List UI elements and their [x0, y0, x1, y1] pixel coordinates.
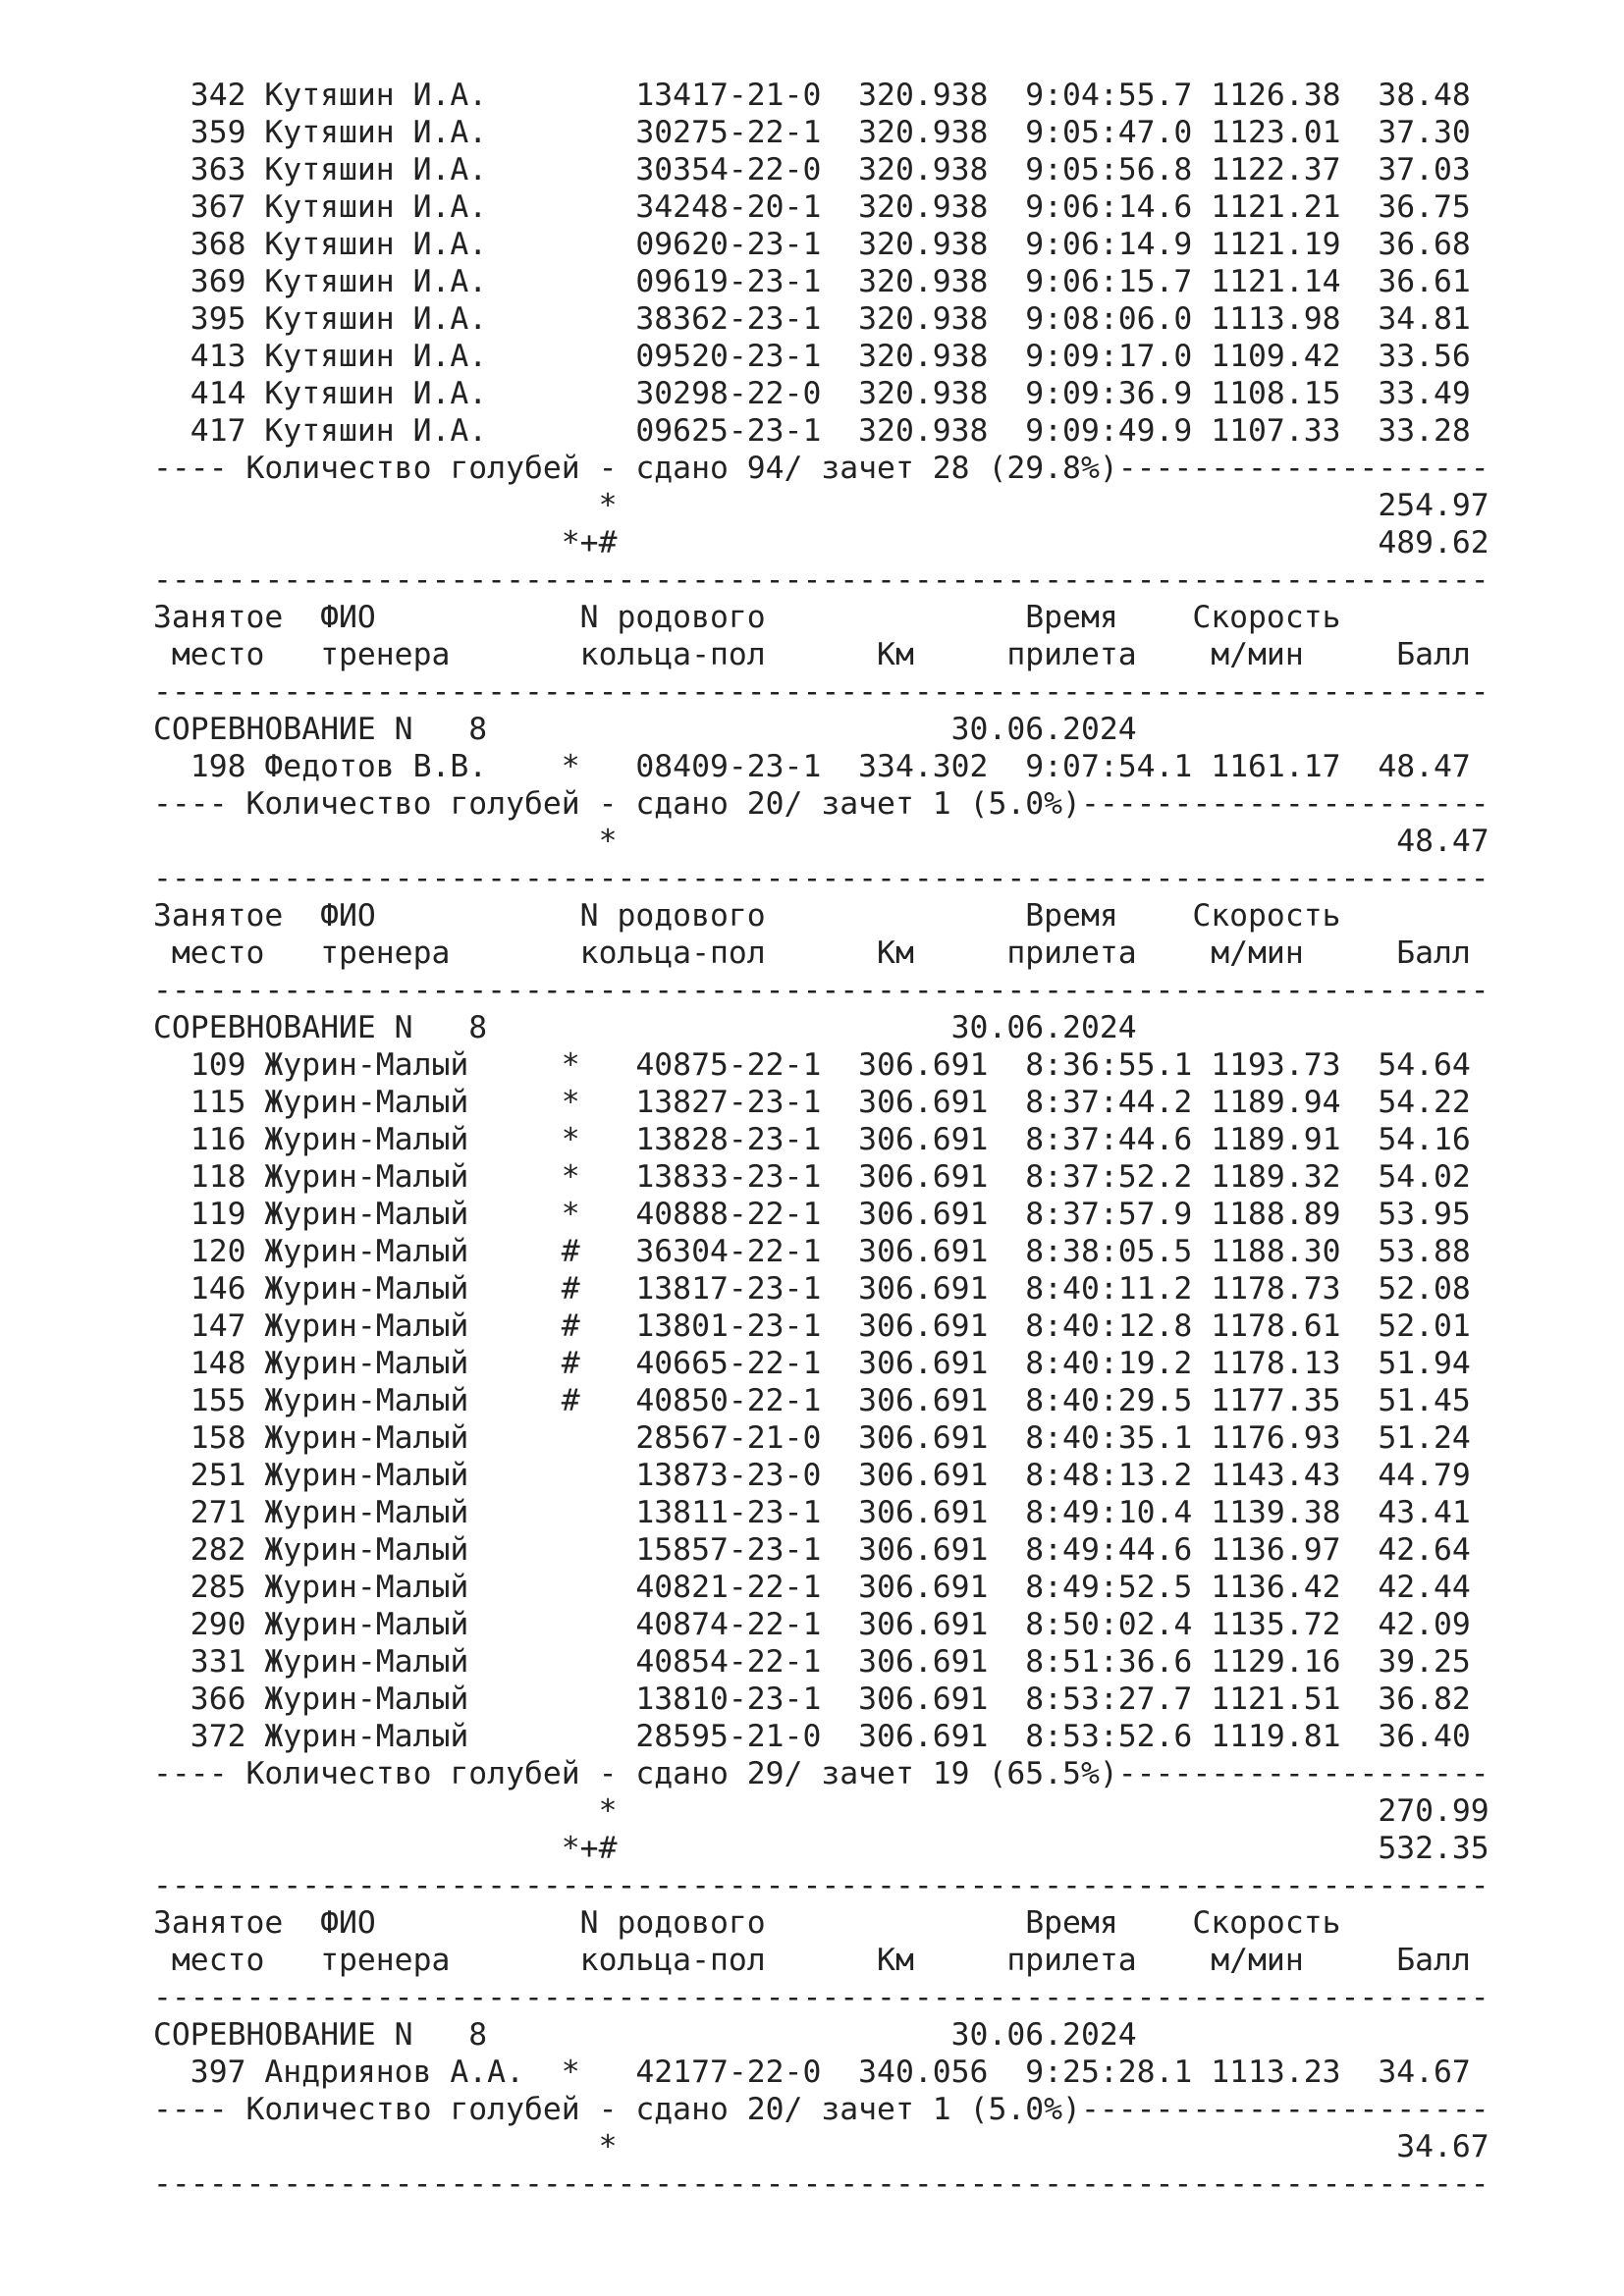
- report-line: 271 Журин-Малый 13811-23-1 306.691 8:49:10.4 1139.38 43.41: [153, 1495, 1471, 1530]
- report-line: 118 Журин-Малый * 13833-23-1 306.691 8:37:52.2 1189.32 54.02: [153, 1159, 1471, 1195]
- report-line: ---- Количество голубей - сдано 20/ зачет 1 (5.0%)----------------------: [153, 2092, 1489, 2127]
- report-line: место тренера кольца-пол Км прилета м/мин Балл: [153, 935, 1471, 971]
- report-line: 147 Журин-Малый # 13801-23-1 306.691 8:40:12.8 1178.61 52.01: [153, 1308, 1471, 1344]
- report-line: 282 Журин-Малый 15857-23-1 306.691 8:49:44.6 1136.97 42.64: [153, 1532, 1471, 1568]
- report-line: 417 Кутяшин И.А. 09625-23-1 320.938 9:09:49.9 1107.33 33.28: [153, 413, 1471, 449]
- report-line: 115 Журин-Малый * 13827-23-1 306.691 8:37:44.2 1189.94 54.22: [153, 1085, 1471, 1120]
- report-line: 146 Журин-Малый # 13817-23-1 306.691 8:40:11.2 1178.73 52.08: [153, 1271, 1471, 1307]
- report-line: 367 Кутяшин И.А. 34248-20-1 320.938 9:06:14.6 1121.21 36.75: [153, 189, 1471, 225]
- report-line: 369 Кутяшин И.А. 09619-23-1 320.938 9:06:15.7 1121.14 36.61: [153, 264, 1471, 299]
- report-line: ---- Количество голубей - сдано 29/ зачет 19 (65.5%)--------------------: [153, 1756, 1489, 1791]
- report-line: 368 Кутяшин И.А. 09620-23-1 320.938 9:06:14.9 1121.19 36.68: [153, 227, 1471, 262]
- report-line: * 270.99: [153, 1793, 1489, 1829]
- report-line: 109 Журин-Малый * 40875-22-1 306.691 8:36:55.1 1193.73 54.64: [153, 1047, 1471, 1083]
- report-line: СОРЕВНОВАНИЕ N 8 30.06.2024: [153, 712, 1137, 747]
- report-line: * 34.67: [153, 2129, 1489, 2164]
- report-line: 363 Кутяшин И.А. 30354-22-0 320.938 9:05:56.8 1122.37 37.03: [153, 152, 1471, 187]
- report-line: место тренера кольца-пол Км прилета м/мин Балл: [153, 637, 1471, 672]
- report-page: [153, 77, 1489, 2203]
- report-line: 413 Кутяшин И.А. 09520-23-1 320.938 9:09:17.0 1109.42 33.56: [153, 339, 1471, 374]
- report-line: 120 Журин-Малый # 36304-22-1 306.691 8:38:05.5 1188.30 53.88: [153, 1234, 1471, 1269]
- report-line: *+# 489.62: [153, 525, 1489, 561]
- report-line: * 48.47: [153, 824, 1489, 859]
- report-line: 285 Журин-Малый 40821-22-1 306.691 8:49:52.5 1136.42 42.44: [153, 1570, 1471, 1605]
- report-line: ---- Количество голубей - сдано 20/ зачет 1 (5.0%)----------------------: [153, 786, 1489, 822]
- report-line: ------------------------------------------------------------------------: [153, 973, 1489, 1008]
- results-report-text: [153, 77, 1489, 2203]
- report-line: 290 Журин-Малый 40874-22-1 306.691 8:50:02.4 1135.72 42.09: [153, 1607, 1471, 1642]
- report-line: 397 Андриянов А.А. * 42177-22-0 340.056 9:25:28.1 1113.23 34.67: [153, 2055, 1471, 2090]
- report-line: 148 Журин-Малый # 40665-22-1 306.691 8:40:19.2 1178.13 51.94: [153, 1346, 1471, 1381]
- report-line: 372 Журин-Малый 28595-21-0 306.691 8:53:52.6 1119.81 36.40: [153, 1719, 1471, 1754]
- report-line: место тренера кольца-пол Км прилета м/мин Балл: [153, 1943, 1471, 1978]
- report-line: 116 Журин-Малый * 13828-23-1 306.691 8:37:44.6 1189.91 54.16: [153, 1122, 1471, 1157]
- report-line: ------------------------------------------------------------------------: [153, 2166, 1489, 2202]
- report-line: 119 Журин-Малый * 40888-22-1 306.691 8:37:57.9 1188.89 53.95: [153, 1197, 1471, 1232]
- report-line: СОРЕВНОВАНИЕ N 8 30.06.2024: [153, 1010, 1137, 1045]
- report-line: 158 Журин-Малый 28567-21-0 306.691 8:40:35.1 1176.93 51.24: [153, 1420, 1471, 1456]
- report-line: 395 Кутяшин И.А. 38362-23-1 320.938 9:08:06.0 1113.98 34.81: [153, 301, 1471, 337]
- report-line: 359 Кутяшин И.А. 30275-22-1 320.938 9:05:47.0 1123.01 37.30: [153, 115, 1471, 150]
- report-line: ------------------------------------------------------------------------: [153, 1980, 1489, 2015]
- report-line: Занятое ФИО N родового Время Скорость: [153, 1905, 1341, 1941]
- report-line: ------------------------------------------------------------------------: [153, 562, 1489, 598]
- report-line: Занятое ФИО N родового Время Скорость: [153, 600, 1341, 635]
- report-line: 155 Журин-Малый # 40850-22-1 306.691 8:40:29.5 1177.35 51.45: [153, 1383, 1471, 1418]
- report-line: ------------------------------------------------------------------------: [153, 674, 1489, 710]
- report-line: ------------------------------------------------------------------------: [153, 861, 1489, 896]
- report-line: ------------------------------------------------------------------------: [153, 1868, 1489, 1903]
- report-line: 366 Журин-Малый 13810-23-1 306.691 8:53:27.7 1121.51 36.82: [153, 1682, 1471, 1717]
- report-line: 198 Федотов В.В. * 08409-23-1 334.302 9:07:54.1 1161.17 48.47: [153, 749, 1471, 784]
- report-line: 251 Журин-Малый 13873-23-0 306.691 8:48:13.2 1143.43 44.79: [153, 1458, 1471, 1493]
- report-line: 414 Кутяшин И.А. 30298-22-0 320.938 9:09:36.9 1108.15 33.49: [153, 376, 1471, 411]
- report-line: СОРЕВНОВАНИЕ N 8 30.06.2024: [153, 2017, 1137, 2053]
- report-line: Занятое ФИО N родового Время Скорость: [153, 898, 1341, 934]
- report-line: 342 Кутяшин И.А. 13417-21-0 320.938 9:04:55.7 1126.38 38.48: [153, 78, 1471, 113]
- report-line: 331 Журин-Малый 40854-22-1 306.691 8:51:36.6 1129.16 39.25: [153, 1644, 1471, 1680]
- report-line: ---- Количество голубей - сдано 94/ зачет 28 (29.8%)--------------------: [153, 451, 1489, 486]
- report-line: * 254.97: [153, 488, 1489, 523]
- report-line: *+# 532.35: [153, 1831, 1489, 1866]
